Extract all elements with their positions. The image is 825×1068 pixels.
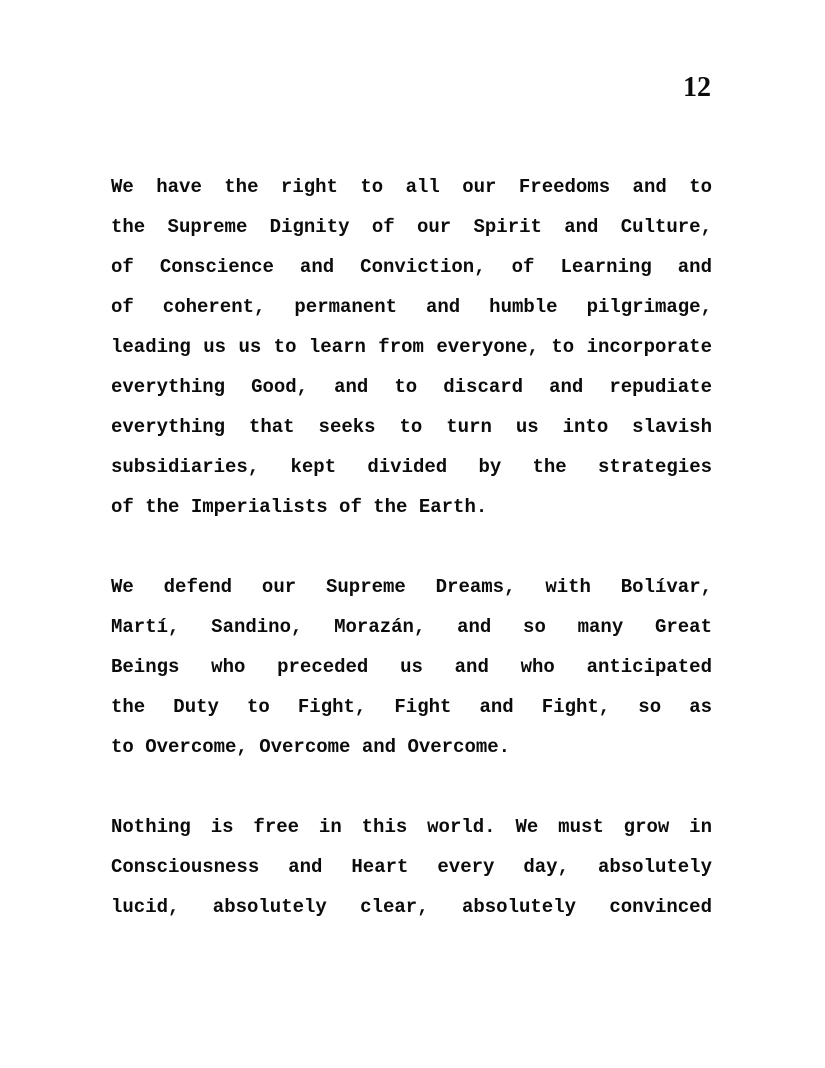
text-line: the Duty to Fight, Fight and Fight, so as [111, 696, 712, 718]
text-line: subsidiaries, kept divided by the strategies [111, 456, 712, 478]
text-line: lucid, absolutely clear, absolutely convinced [111, 896, 712, 918]
text-line: of coherent, permanent and humble pilgrimage, [111, 296, 712, 318]
text-line: Martí, Sandino, Morazán, and so many Great [111, 616, 712, 638]
text-line: everything that seeks to turn us into slavish [111, 416, 712, 438]
paragraph [111, 567, 712, 767]
page-number: 12 [683, 72, 711, 103]
paragraph [111, 167, 712, 527]
text-line: Nothing is free in this world. We must grow in [111, 816, 712, 838]
text-line: everything Good, and to discard and repudiate [111, 376, 712, 398]
text-line: of Conscience and Conviction, of Learning and [111, 256, 712, 278]
paragraph [111, 807, 712, 927]
text-line: We have the right to all our Freedoms and to [111, 176, 712, 198]
page-body [111, 167, 712, 967]
text-line: the Supreme Dignity of our Spirit and Culture, [111, 216, 712, 238]
text-line: to Overcome, Overcome and Overcome. [111, 736, 511, 758]
text-line: Consciousness and Heart every day, absolutely [111, 856, 712, 878]
text-line: We defend our Supreme Dreams, with Bolívar, [111, 576, 712, 598]
text-line: leading us us to learn from everyone, to incorporate [111, 336, 712, 358]
text-line: of the Imperialists of the Earth. [111, 496, 488, 518]
text-line: Beings who preceded us and who anticipated [111, 656, 712, 678]
